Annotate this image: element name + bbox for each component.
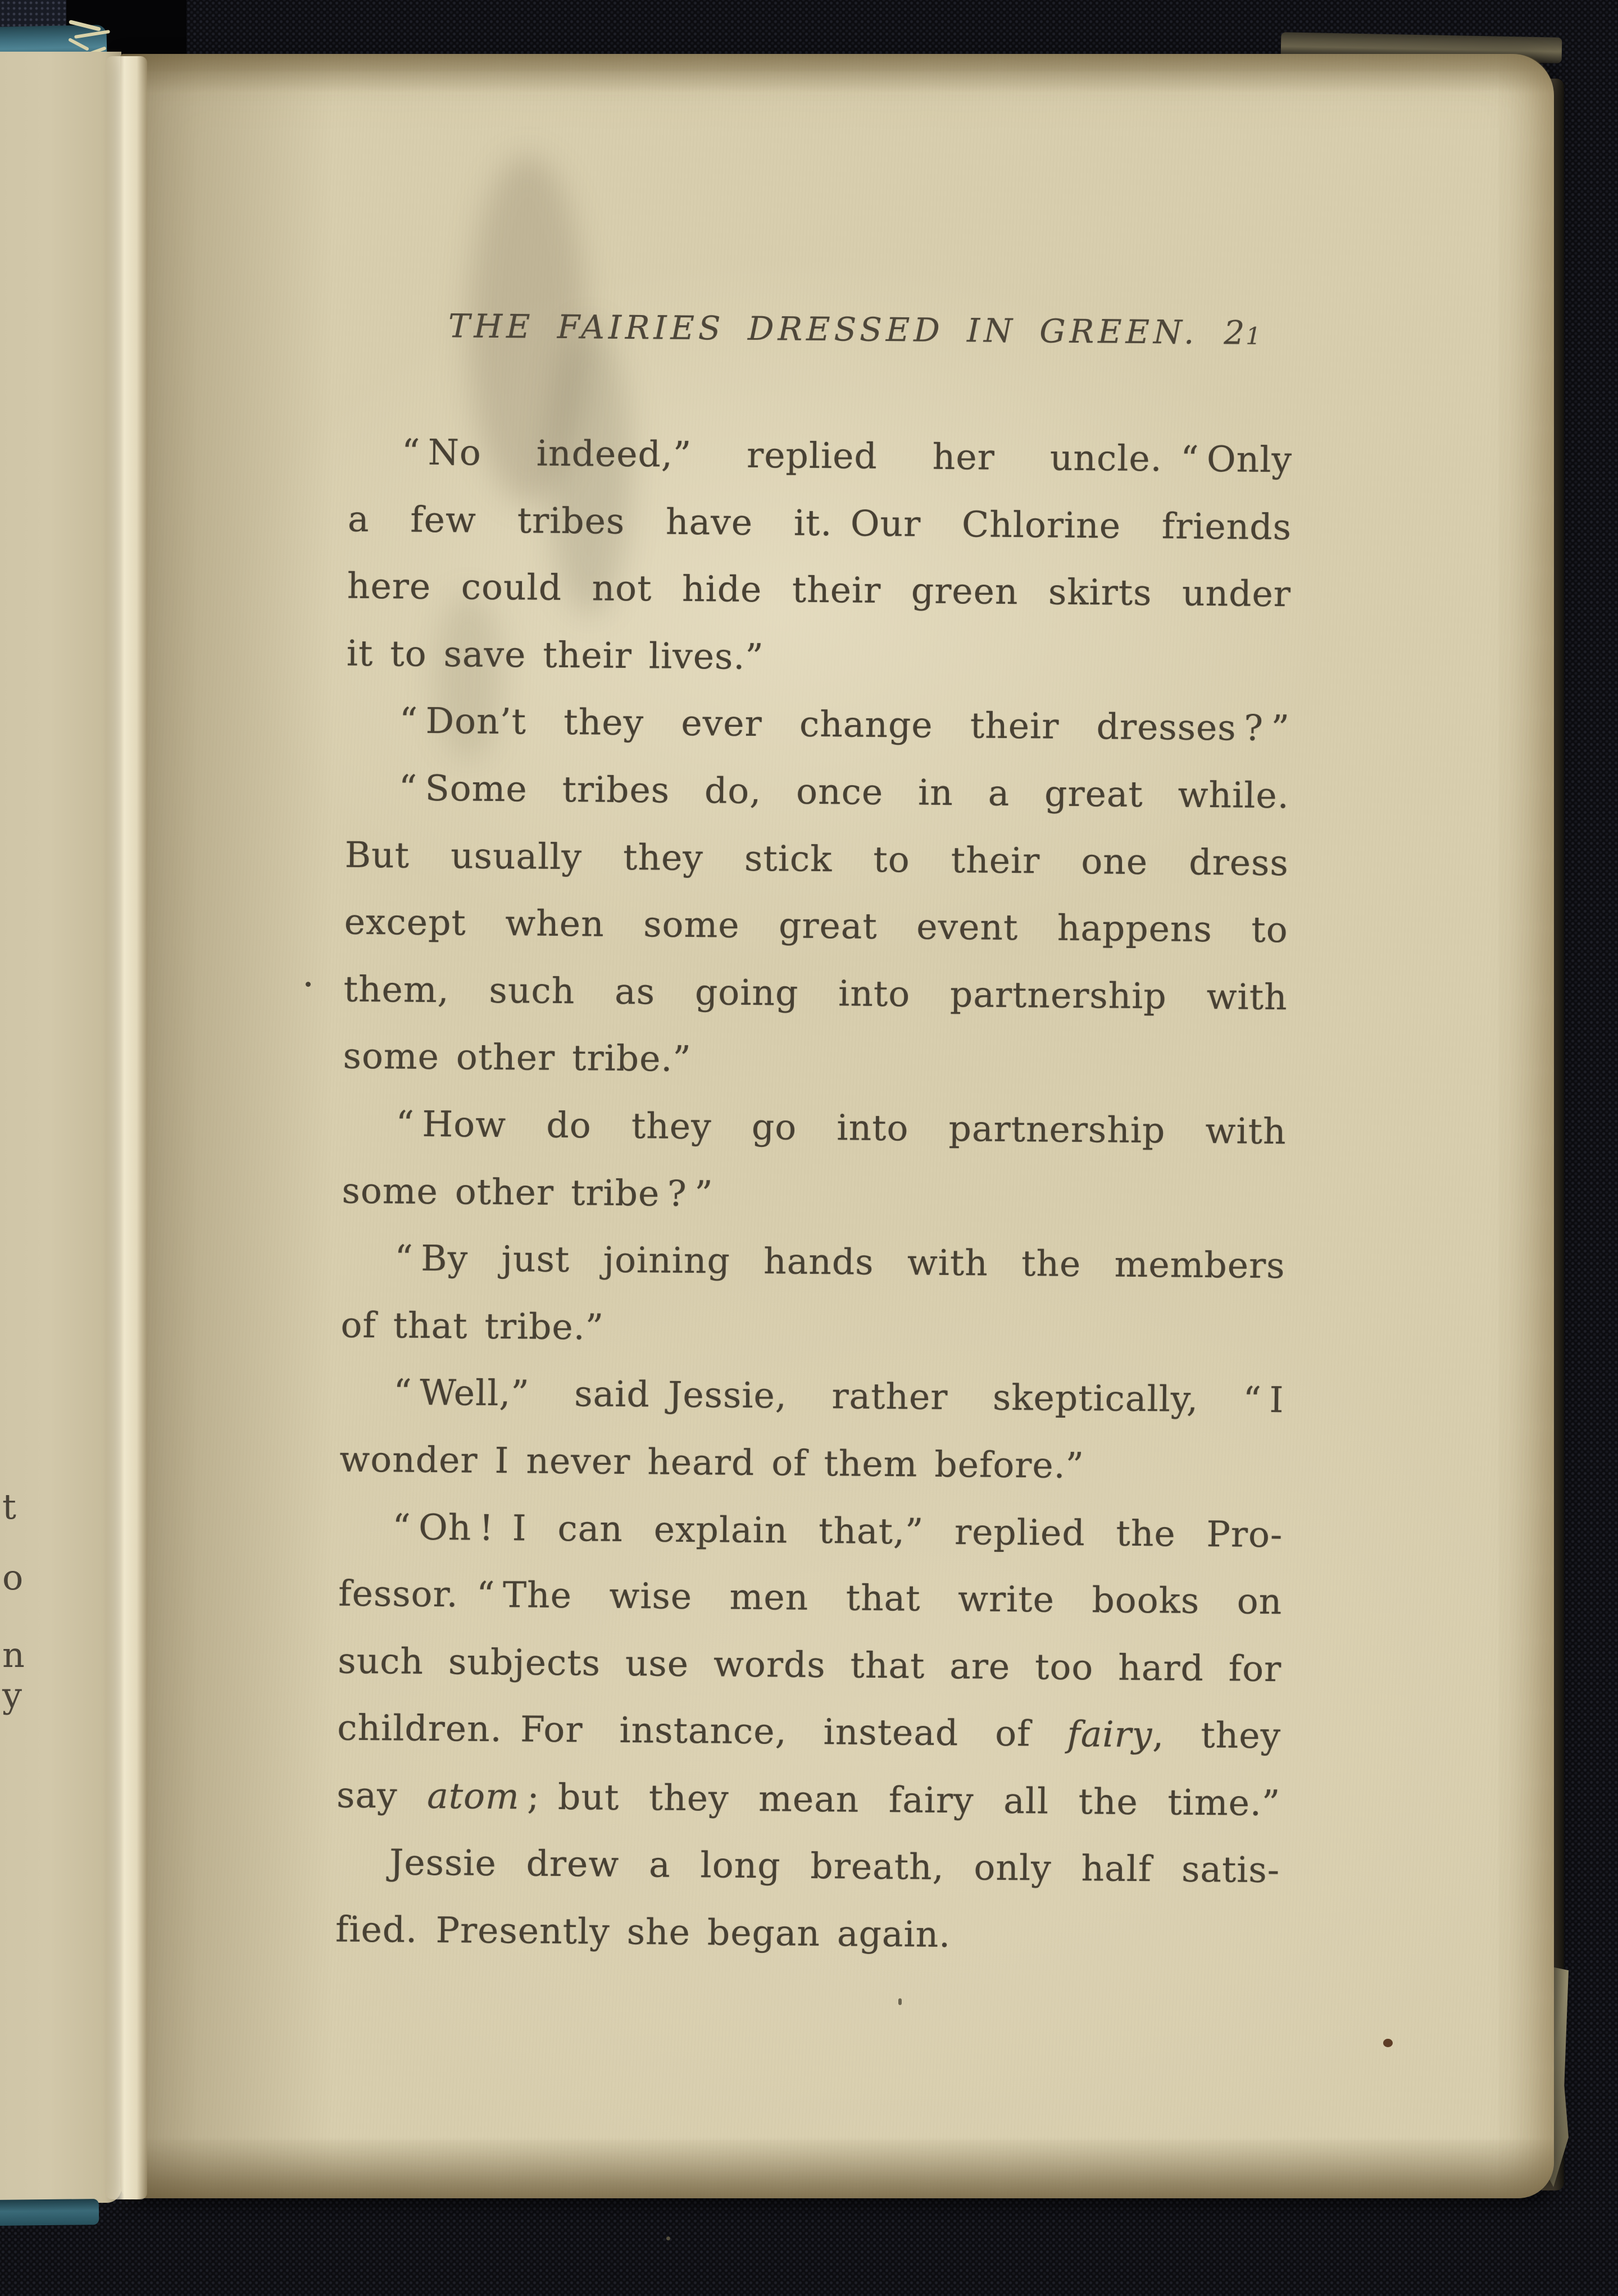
text-line: “ Well,” said Jessie, rather skeptically, “ I <box>393 1372 1284 1421</box>
gutter-shadow <box>120 54 334 2198</box>
text-line: Jessie drew a long breath, only half satis- <box>389 1842 1280 1891</box>
facing-page-edge <box>0 52 121 2203</box>
page-number: 21 <box>1224 313 1262 352</box>
page-fold-highlight <box>106 56 147 2199</box>
text-line: But usually they stick to their one dress <box>344 834 1289 883</box>
facing-page-fragment: t <box>2 1486 16 1527</box>
paper-speck <box>306 982 311 987</box>
text-line: except when some great event happens to <box>344 901 1289 951</box>
text-line: children. For instance, instead of fairy, they <box>337 1707 1281 1757</box>
text-line: it to save their lives.” <box>346 632 765 677</box>
text-line: wonder I never heard of them before.” <box>339 1438 1085 1487</box>
text-line: “ Some tribes do, once in a great while. <box>398 767 1290 817</box>
paper-speck <box>1383 2039 1393 2047</box>
text-line: a few tribes have it. Our Chlorine friends <box>347 498 1292 548</box>
text-line: “ Don’t they ever change their dresses ? ” <box>399 700 1290 749</box>
text-line: fessor. “ The wise men that write books on <box>338 1573 1283 1623</box>
text-line: “ How do they go into partnership with <box>396 1103 1287 1152</box>
facing-page-fragment: n <box>2 1634 25 1675</box>
text-line: “ By just joining hands with the members <box>394 1237 1285 1287</box>
running-header-title: THE FAIRIES DRESSED IN GREEN. <box>448 307 1198 352</box>
text-line: say atom ; but they mean fairy all the time.” <box>336 1774 1281 1824</box>
printed-text <box>332 0 1296 2296</box>
text-line: “ No indeed,” replied her uncle. “ Only <box>401 431 1293 481</box>
text-line: some other tribe ? ” <box>342 1170 713 1214</box>
text-line: “ Oh ! I can explain that,” replied the Pro- <box>392 1506 1283 1555</box>
text-line: fied. Presently she began again. <box>335 1908 951 1956</box>
text-line: such subjects use words that are too hard for <box>337 1640 1282 1689</box>
text-line: of that tribe.” <box>340 1304 605 1348</box>
facing-page-fragment: y <box>2 1675 22 1716</box>
running-header <box>372 306 1339 353</box>
text-line: them, such as going into partnership with <box>343 968 1288 1018</box>
book-board-edge-bottom <box>0 2199 99 2226</box>
text-line: here could not hide their green skirts under <box>347 565 1292 615</box>
facing-page-fragment: o <box>2 1557 24 1598</box>
text-line: some other tribe.” <box>343 1035 692 1080</box>
body-text <box>335 418 1293 1971</box>
